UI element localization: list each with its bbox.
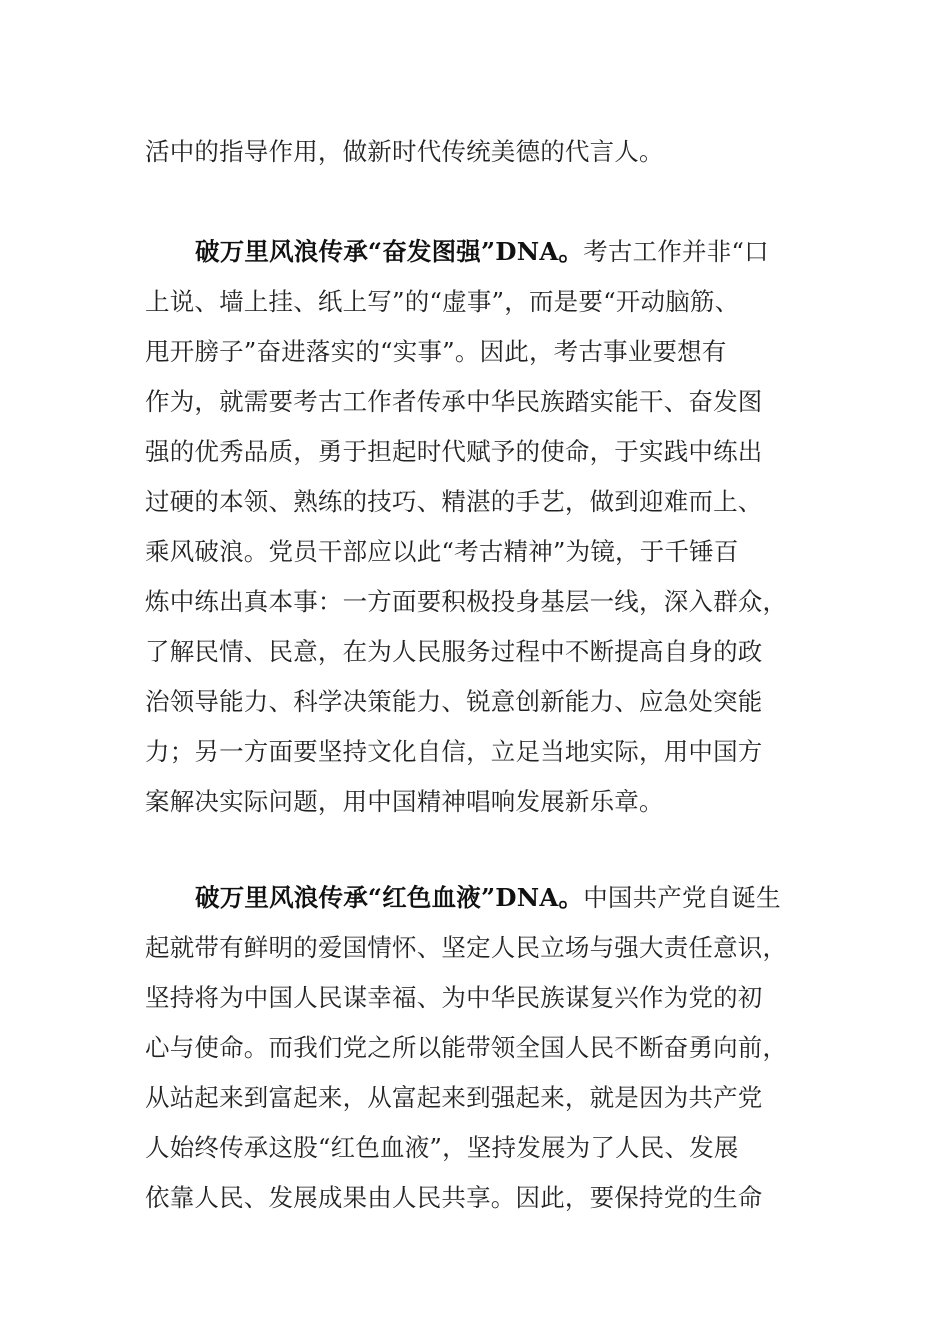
- text-line: 起就带有鲜明的爱国情怀、坚定人民立场与强大责任意识，: [145, 933, 788, 962]
- text-line: 炼中练出真本事：一方面要积极投身基层一线，深入群众，: [145, 587, 788, 616]
- text-line: 依靠人民、发展成果由人民共享。因此，要保持党的生命: [145, 1183, 763, 1212]
- text-line: 活中的指导作用，做新时代传统美德的代言人。: [145, 137, 664, 166]
- text-line: 坚持将为中国人民谋幸福、为中华民族谋复兴作为党的初: [145, 983, 763, 1012]
- text-line: 上说、墙上挂、纸上写”的“虚事”，而是要“开动脑筋、: [145, 287, 740, 316]
- paragraph-red-blood: [145, 873, 815, 1223]
- paragraph-continuation: [145, 127, 815, 177]
- text-line: 力；另一方面要坚持文化自信，立足当地实际，用中国方: [145, 737, 763, 766]
- paragraph-first-line: [145, 873, 815, 923]
- text-line: 从站起来到富起来，从富起来到强起来，就是因为共产党: [145, 1083, 763, 1112]
- text-line: 治领导能力、科学决策能力、锐意创新能力、应急处突能: [145, 687, 763, 716]
- text-line: 过硬的本领、熟练的技巧、精湛的手艺，做到迎难而上、: [145, 487, 763, 516]
- text-line: 人始终传承这股“红色血液”，坚持发展为了人民、发展: [145, 1133, 739, 1162]
- paragraph-heading: 破万里风浪传承“红色血液”DNA。: [195, 883, 584, 912]
- text-line: 作为，就需要考古工作者传承中华民族踏实能干、奋发图: [145, 387, 763, 416]
- text-line: 了解民情、民意，在为人民服务过程中不断提高自身的政: [145, 637, 763, 666]
- paragraph-first-line-text: 中国共产党自诞生: [583, 883, 781, 912]
- text-line: 甩开膀子”奋进落实的“实事”。因此，考古事业要想有: [145, 337, 727, 366]
- text-line: 强的优秀品质，勇于担起时代赋予的使命，于实践中练出: [145, 437, 763, 466]
- text-line: 乘风破浪。党员干部应以此“考古精神”为镜，于千锤百: [145, 537, 739, 566]
- text-line: 案解决实际问题，用中国精神唱响发展新乐章。: [145, 787, 664, 816]
- text-line: 心与使命。而我们党之所以能带领全国人民不断奋勇向前，: [145, 1033, 788, 1062]
- paragraph-first-line-text: 考古工作并非“口: [583, 237, 769, 266]
- paragraph-first-line: [145, 227, 815, 277]
- paragraph-striving: [145, 227, 815, 827]
- paragraph-heading: 破万里风浪传承“奋发图强”DNA。: [195, 237, 584, 266]
